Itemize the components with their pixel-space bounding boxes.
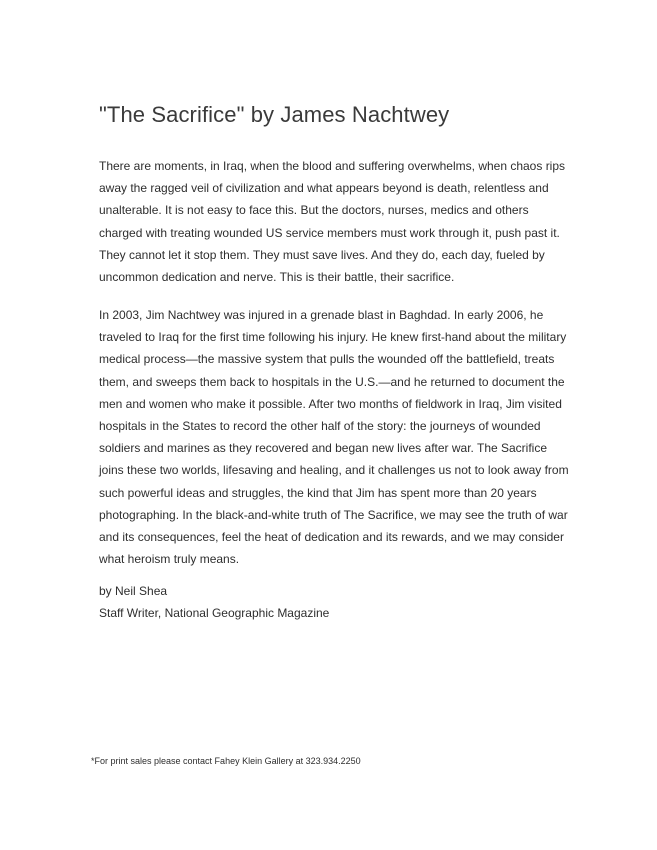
paragraph-line: medical process—the massive system that pulls the wounded off the battlefield, treats [99,352,555,367]
paragraph-2 [99,304,569,570]
paragraph-line: them, and sweeps them back to hospitals in the U.S.—and he returned to document the [99,374,565,389]
paragraph-line: away the ragged veil of civilization and what appears beyond is death, relentless and [99,181,549,196]
paragraph-line: such powerful ideas and struggles, the kind that Jim has spent more than 20 years [99,485,537,500]
paragraph-line: photographing. In the black-and-white truth of The Sacrifice, we may see the truth of war [99,507,568,522]
paragraph-line: joins these two worlds, lifesaving and healing, and it challenges us not to look away from [99,463,569,478]
document-title: "The Sacrifice" by James Nachtwey [99,102,450,127]
paragraph-line: They cannot let it stop them. They must save lives. And they do, each day, fueled by [99,247,545,262]
paragraph-line: men and women who make it possible. After two months of fieldwork in Iraq, Jim visited [99,396,562,411]
byline-role: Staff Writer, National Geographic Magazine [99,606,330,620]
paragraph-line: and its consequences, feel the heat of dedication and its rewards, and we may consider [99,530,564,545]
paragraph-1 [99,155,569,288]
paragraph-line: uncommon dedication and nerve. This is their battle, their sacrifice. [99,270,455,285]
paragraph-line: There are moments, in Iraq, when the blood and suffering overwhelms, when chaos rips [99,159,566,173]
paragraph-line: unalterable. It is not easy to face this. But the doctors, nurses, medics and others [99,203,529,218]
paragraph-line: charged with treating wounded US service members must work through it, push past it. [99,225,560,240]
paragraph-line: In 2003, Jim Nachtwey was injured in a grenade blast in Baghdad. In early 2006, he [99,308,544,322]
paragraph-line: hospitals in the States to record the other half of the story: the journeys of wounded [99,419,541,434]
paragraph-line: what heroism truly means. [99,552,240,567]
paragraph-line: traveled to Iraq for the first time following his injury. He knew first-hand about the military [99,330,567,345]
print-sales-footnote: *For print sales please contact Fahey Klein Gallery at 323.934.2250 [91,756,361,766]
byline [99,580,329,624]
paragraph-line: soldiers and marines as they recovered and began new lives after war. The Sacrifice [99,441,548,456]
byline-author: by Neil Shea [99,584,168,598]
